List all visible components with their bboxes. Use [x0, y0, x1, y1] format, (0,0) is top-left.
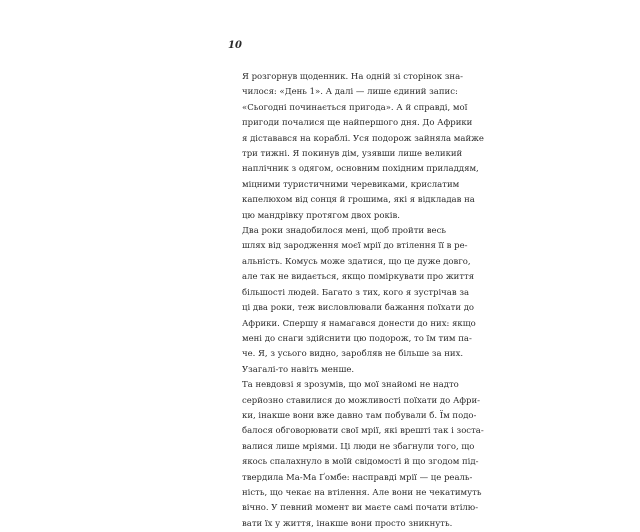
- paragraph-2: [228, 224, 476, 378]
- page-number: 10: [228, 40, 242, 51]
- text-line: мені до снаги здійснити цю подорож, то їм тим па-: [242, 333, 472, 344]
- text-line: «Сьогодні починається пригода». А й справді, мої: [242, 102, 468, 113]
- text-line: шлях від зародження моєї мрії до втілення її в ре-: [242, 241, 468, 252]
- text-line: три тижні. Я покинув дім, узявши лише великий: [242, 149, 463, 160]
- text-line: пригоди почалися ще найпершого дня. До Африки: [242, 118, 473, 129]
- text-line: капелюхом від сонця й грошима, які я відкладав на: [242, 195, 475, 206]
- text-line: більшості людей. Багато з тих, кого я зустрічав за: [242, 287, 470, 298]
- text-line: цю мандрівку протягом двох років.: [242, 210, 400, 221]
- text-line: Та невдовзі я зрозумів, що мої знайомі не надто: [242, 380, 459, 391]
- text-line: Я розгорнув щоденник. На одній зі сторінок зна-: [242, 72, 464, 82]
- text-line: якось спалахнуло в моїй свідомості й що згодом під-: [242, 457, 479, 468]
- paragraph-3: [228, 378, 484, 532]
- text-line: твердила Ма-Ма Ґомбе: насправді мрії — це реаль-: [242, 472, 473, 483]
- text-line: балося обговорювати свої мрії, які врешті так і зоста-: [242, 426, 484, 437]
- text-line: вати їх у життя, інакше вони просто зникнуть.: [242, 518, 453, 529]
- paragraph-1: [228, 70, 484, 224]
- text-line: чилося: «День 1». А далі — лише єдиний запис:: [242, 87, 458, 98]
- text-line: Узагалі-то навіть менше.: [242, 364, 355, 375]
- text-line: міцними туристичними черевиками, крислатим: [242, 179, 460, 190]
- body-text: [228, 70, 484, 532]
- text-line: валися лише мріями. Ці люди не збагнули того, що: [242, 441, 475, 452]
- text-line: альність. Комусь може здатися, що це дуже довго,: [242, 256, 471, 267]
- text-line: серйозно ставилися до можливості поїхати до Афри-: [242, 395, 481, 406]
- text-line: че. Я, з усього видно, заробляв не більше за них.: [242, 349, 464, 360]
- text-line: вічно. У певний момент ви маєте самі почати втілю-: [242, 503, 479, 514]
- text-line: але так не видається, якщо поміркувати про життя: [242, 272, 475, 283]
- text-line: ки, інакше вони вже давно там побували б. Їм подо-: [242, 410, 477, 421]
- text-line: я діставався на кораблі. Уся подорож зайняла майже: [242, 133, 484, 144]
- text-line: ність, що чекає на втілення. Але вони не чекатимуть: [242, 487, 482, 498]
- text-line: ці два роки, теж висловлювали бажання поїхати до: [242, 303, 475, 314]
- text-line: Два роки знадобилося мені, щоб пройти весь: [242, 226, 446, 237]
- text-line: Африки. Спершу я намагався донести до них: якщо: [242, 318, 476, 329]
- text-line: наплічник з одягом, основним похідним приладдям,: [242, 164, 479, 175]
